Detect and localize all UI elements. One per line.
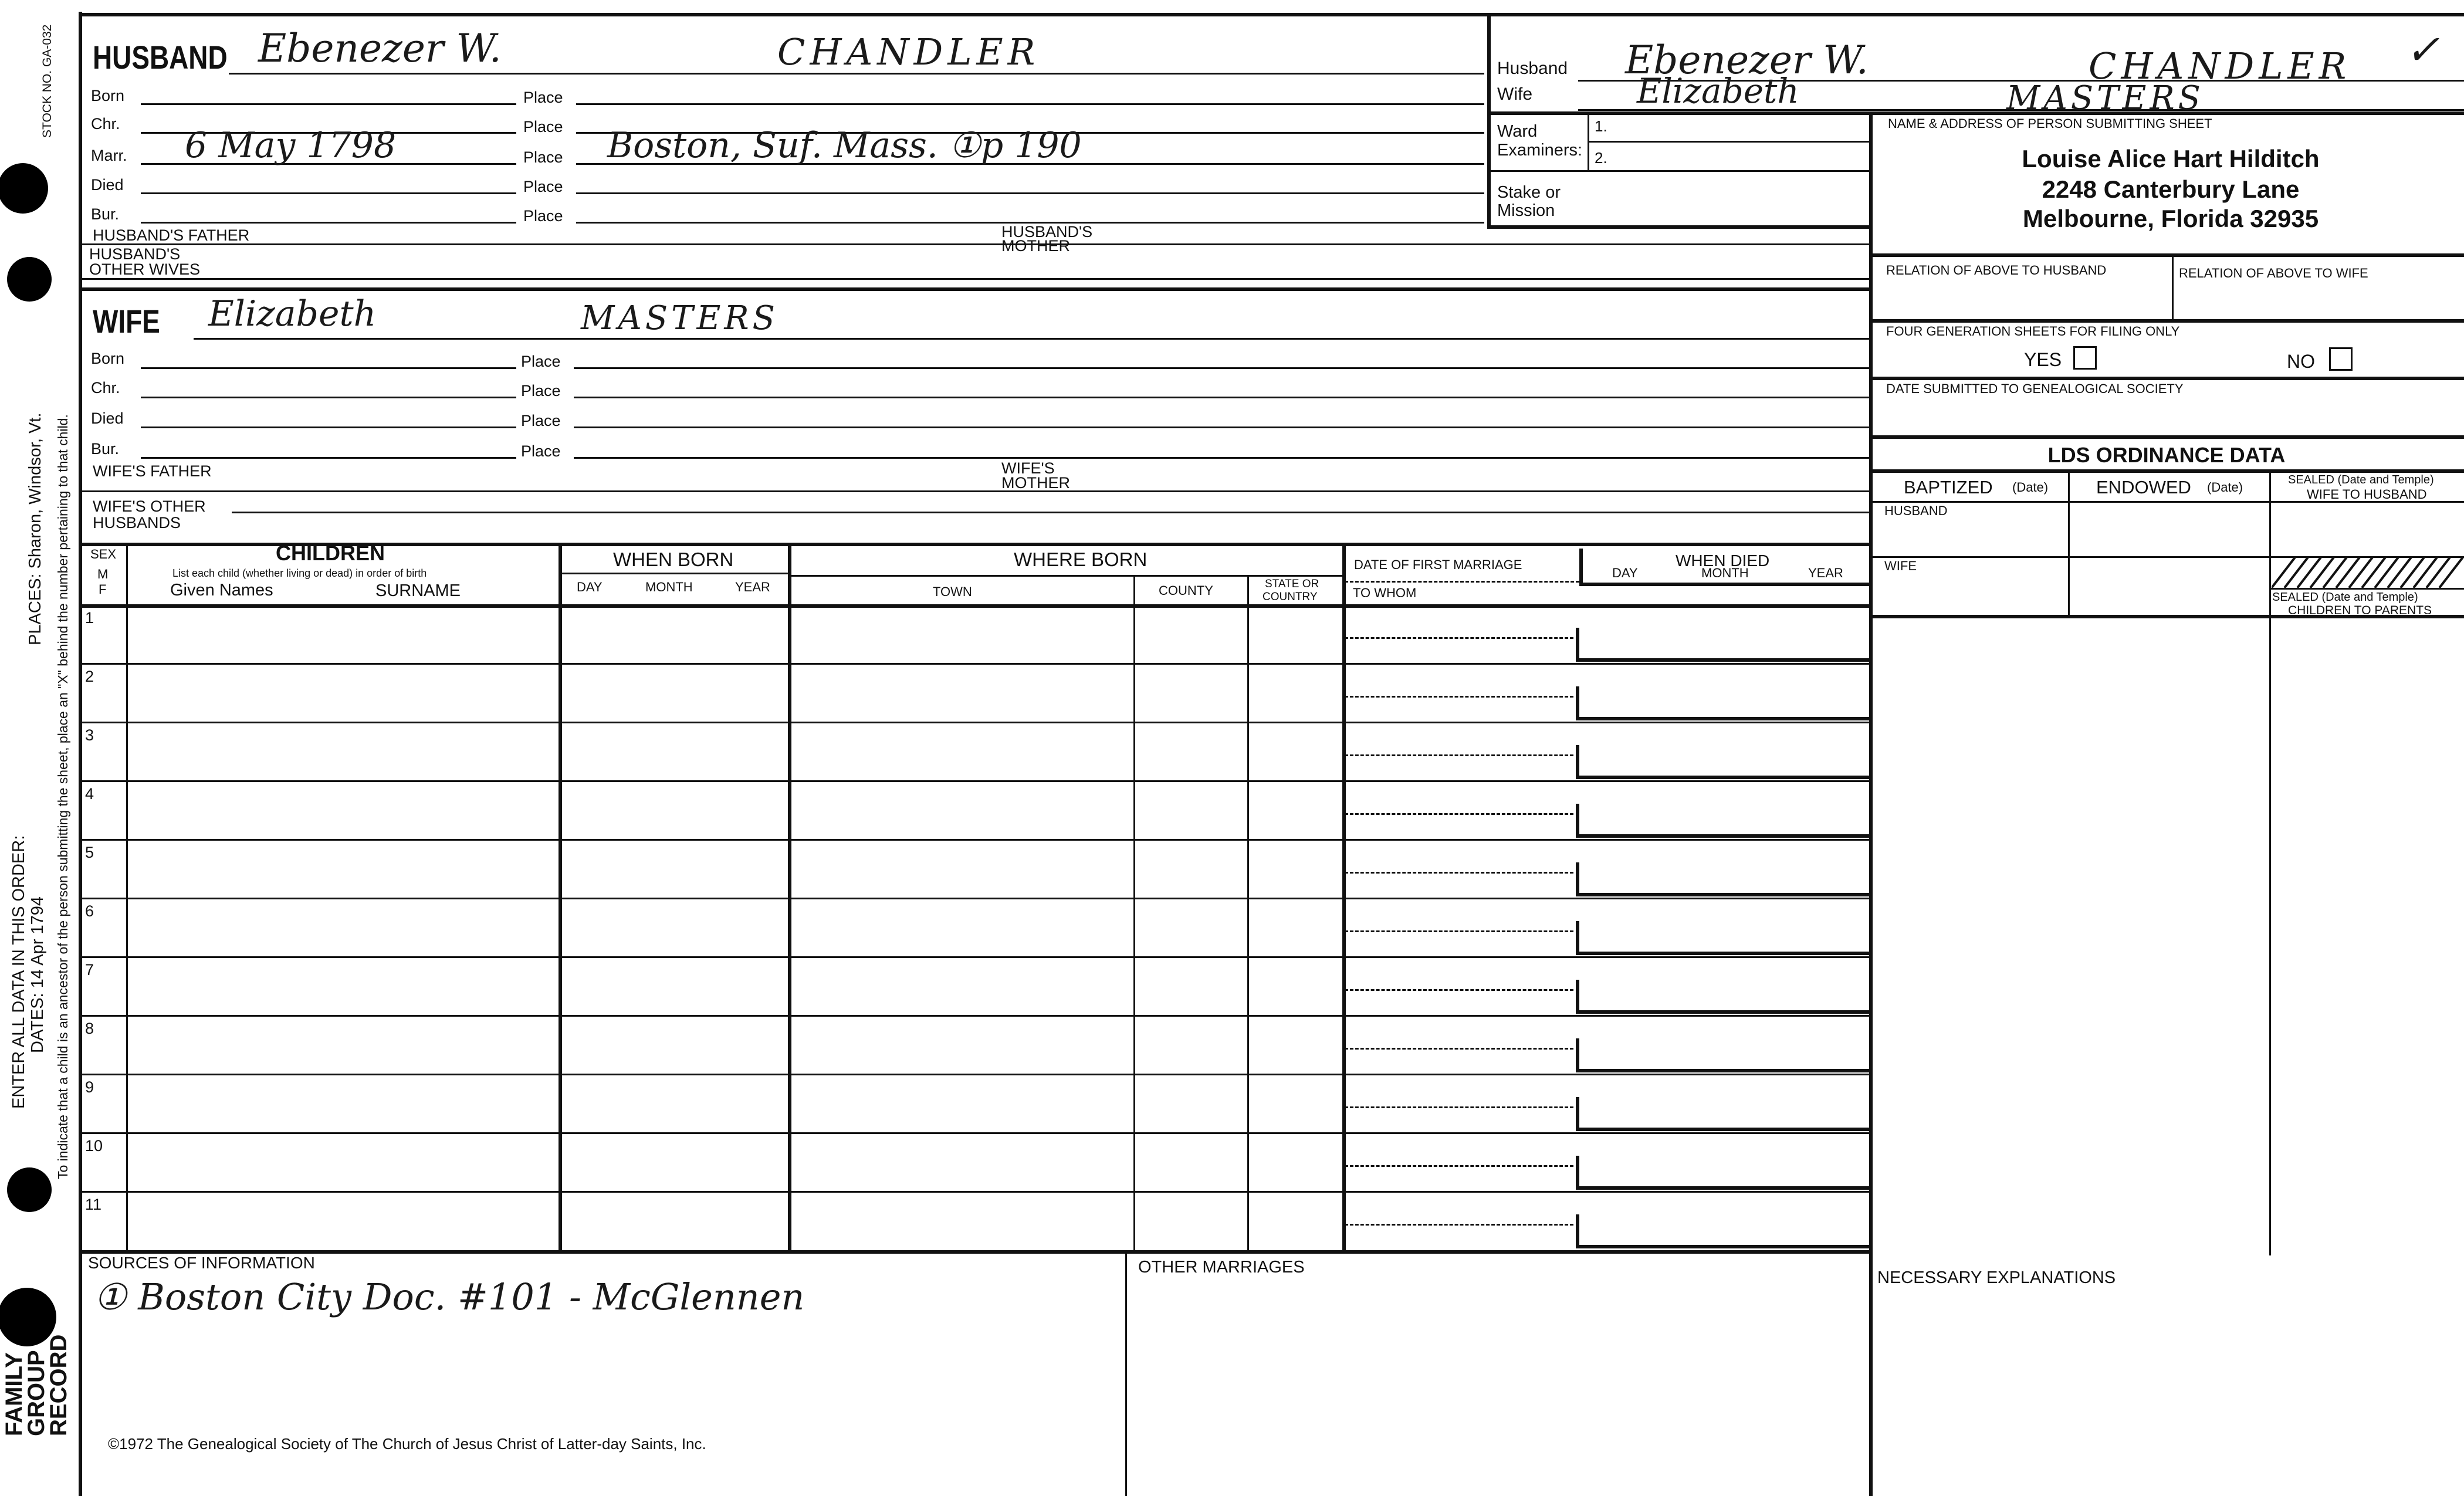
ward-line-1: 1. bbox=[1595, 117, 1607, 135]
sources-text[interactable]: ① Boston City Doc. #101 - McGlennen bbox=[94, 1275, 805, 1318]
summary-wife-label: Wife bbox=[1497, 84, 1532, 104]
husband-died-place-label: Place bbox=[523, 178, 563, 195]
wife-chr-place-line bbox=[574, 397, 1869, 398]
when-died-header: WHEN DIED bbox=[1676, 551, 1770, 570]
husband-born-date-line bbox=[141, 103, 516, 105]
died-header-bottom bbox=[1579, 583, 1869, 586]
punch-hole bbox=[7, 257, 52, 302]
wife-died-place-label: Place bbox=[521, 412, 561, 429]
lds-hatched-cell bbox=[2272, 557, 2464, 589]
husband-died-place-line bbox=[576, 192, 1484, 194]
lds-sealed-children-label-2: CHILDREN TO PARENTS bbox=[2288, 604, 2432, 617]
child-row-number: 8 bbox=[85, 1020, 94, 1037]
sources-divider bbox=[1125, 1250, 1127, 1496]
died-day-header: DAY bbox=[1612, 566, 1638, 580]
stock-number: STOCK NO. GA-032 bbox=[40, 24, 54, 138]
child-row-line bbox=[79, 780, 1869, 782]
wife-bur-label: Bur. bbox=[91, 440, 120, 458]
children-header-bottom bbox=[79, 604, 1869, 608]
husband-bur-place-label: Place bbox=[523, 207, 563, 225]
lds-col-divider-1 bbox=[2068, 469, 2070, 616]
husband-surname[interactable]: CHANDLER bbox=[777, 31, 1040, 73]
to-whom-header: TO WHOM bbox=[1353, 585, 1417, 600]
form-top-border bbox=[79, 13, 2464, 16]
husband-mother-label: HUSBAND'S bbox=[1001, 223, 1093, 241]
died-year-header: YEAR bbox=[1808, 566, 1843, 580]
child-row-number: 1 bbox=[85, 609, 94, 627]
wife-other-husbands-label: WIFE'S OTHER bbox=[93, 497, 206, 515]
children-names-divider bbox=[559, 543, 562, 1250]
ward-label: Ward bbox=[1497, 122, 1538, 141]
mission-label: Mission bbox=[1497, 201, 1555, 220]
husband-died-date-line bbox=[141, 192, 516, 194]
child-row-number: 3 bbox=[85, 726, 94, 744]
summary-box-bottom bbox=[1487, 225, 1869, 229]
children-heading: CHILDREN bbox=[276, 541, 385, 565]
side-title-family: FAMILY bbox=[1, 1352, 27, 1436]
wife-other-husbands-label-2: HUSBANDS bbox=[93, 514, 181, 532]
husband-heading: HUSBAND bbox=[93, 39, 228, 76]
sex-f-label: F bbox=[99, 582, 107, 597]
relation-divider bbox=[2172, 253, 2174, 319]
date-submitted-bottom bbox=[1869, 435, 2464, 439]
four-gen-no-checkbox[interactable] bbox=[2329, 347, 2353, 371]
child-row-line bbox=[79, 722, 1869, 723]
marriage-died-divider bbox=[1579, 549, 1583, 583]
child-marriage-dash bbox=[1345, 1165, 1573, 1167]
sex-label: SEX bbox=[90, 547, 117, 561]
side-dates: DATES: 14 Apr 1794 bbox=[28, 896, 47, 1053]
given-names-header: Given Names bbox=[170, 581, 273, 600]
wife-name-line bbox=[194, 338, 1869, 340]
child-row-number: 11 bbox=[85, 1196, 102, 1213]
side-instruction: To indicate that a child is an ancestor of the person submitting the sheet, place an "X" behind the number pertaining to that child. bbox=[55, 414, 70, 1179]
child-row-number: 5 bbox=[85, 844, 94, 861]
sex-m-label: M bbox=[97, 567, 109, 581]
lds-endowed-label: ENDOWED bbox=[2096, 477, 2191, 497]
lds-heading: LDS ORDINANCE DATA bbox=[2047, 443, 2286, 467]
wife-bur-date-line bbox=[141, 457, 516, 459]
child-died-box[interactable] bbox=[1576, 1038, 1873, 1072]
child-marriage-dash bbox=[1345, 872, 1573, 874]
husband-marr-label: Marr. bbox=[91, 147, 127, 164]
wife-mother-label: WIFE'S bbox=[1001, 459, 1055, 477]
husband-born-place-label: Place bbox=[523, 89, 563, 106]
child-died-box[interactable] bbox=[1576, 1156, 1873, 1190]
husband-other-wives-line bbox=[79, 278, 1869, 280]
summary-wife-surname[interactable]: MASTERS bbox=[2006, 79, 2204, 117]
wife-born-label: Born bbox=[91, 350, 125, 367]
child-row-number: 6 bbox=[85, 902, 94, 920]
state-header: STATE OR bbox=[1265, 578, 1319, 590]
husband-bur-date-line bbox=[141, 222, 516, 224]
wife-other-husbands-line bbox=[232, 512, 1869, 513]
child-marriage-dash bbox=[1345, 1048, 1573, 1050]
husband-marr-place[interactable]: Boston, Suf. Mass. ①p 190 bbox=[607, 125, 1082, 166]
four-gen-label: FOUR GENERATION SHEETS FOR FILING ONLY bbox=[1886, 324, 2180, 339]
where-born-divider bbox=[1342, 543, 1346, 1250]
wife-born-place-line bbox=[574, 367, 1869, 369]
four-gen-bottom bbox=[1869, 377, 2464, 380]
child-row-line bbox=[79, 956, 1869, 958]
stake-label: Stake or bbox=[1497, 183, 1561, 202]
lds-wife-bottom bbox=[1869, 615, 2464, 618]
born-month-header: MONTH bbox=[645, 580, 693, 594]
child-died-box[interactable] bbox=[1576, 745, 1873, 779]
punch-hole bbox=[0, 163, 48, 214]
submitter-city: Melbourne, Florida 32935 bbox=[2022, 205, 2319, 232]
state-header-2: COUNTRY bbox=[1263, 591, 1318, 603]
where-born-header-line bbox=[788, 575, 1342, 577]
child-marriage-dash bbox=[1345, 696, 1573, 698]
wife-chr-place-label: Place bbox=[521, 382, 561, 400]
bottom-section-top bbox=[79, 1250, 1869, 1254]
when-born-divider bbox=[788, 543, 791, 1250]
wife-father-label: WIFE'S FATHER bbox=[93, 462, 212, 480]
lds-sealed-label: SEALED (Date and Temple) bbox=[2288, 473, 2434, 486]
ward-bottom bbox=[1487, 170, 1869, 172]
wife-bur-place-label: Place bbox=[521, 442, 561, 460]
born-day-header: DAY bbox=[577, 580, 603, 594]
husband-parents-line bbox=[79, 243, 1869, 245]
summary-husband-surname[interactable]: CHANDLER bbox=[2089, 45, 2351, 87]
county-header: COUNTY bbox=[1159, 583, 1213, 598]
child-marriage-dash bbox=[1345, 754, 1573, 756]
lds-husband-label: HUSBAND bbox=[1884, 503, 1948, 518]
child-row-number: 7 bbox=[85, 961, 94, 979]
lds-baptized-label: BAPTIZED bbox=[1904, 477, 1993, 497]
form-left-border bbox=[79, 12, 82, 1496]
wife-parents-line bbox=[79, 490, 1869, 492]
child-row-line bbox=[79, 839, 1869, 841]
first-marriage-dash bbox=[1345, 581, 1579, 583]
county-divider bbox=[1247, 575, 1249, 1250]
summary-box-left-border bbox=[1487, 13, 1491, 225]
wife-mother-label-2: MOTHER bbox=[1001, 474, 1070, 492]
born-year-header: YEAR bbox=[735, 580, 770, 594]
town-divider bbox=[1133, 575, 1135, 1250]
child-died-box[interactable] bbox=[1576, 980, 1873, 1014]
lds-col-divider-2 bbox=[2269, 469, 2271, 1255]
when-born-header-line bbox=[559, 573, 788, 574]
punch-hole bbox=[7, 1167, 52, 1212]
child-row-number: 2 bbox=[85, 668, 94, 685]
child-row-line bbox=[79, 663, 1869, 665]
wife-chr-label: Chr. bbox=[91, 379, 120, 397]
wife-given-names[interactable]: Elizabeth bbox=[208, 293, 377, 334]
child-marriage-dash bbox=[1345, 813, 1573, 815]
four-gen-yes-checkbox[interactable] bbox=[2073, 346, 2097, 370]
child-died-box[interactable] bbox=[1576, 921, 1873, 955]
child-row-line bbox=[79, 1074, 1869, 1075]
summary-names-bottom bbox=[1487, 111, 2464, 115]
children-sex-divider bbox=[126, 543, 128, 1250]
sources-label: SOURCES OF INFORMATION bbox=[88, 1254, 315, 1272]
lds-wife-label: WIFE bbox=[1884, 559, 1917, 573]
relation-husband-label: RELATION OF ABOVE TO HUSBAND bbox=[1886, 263, 2107, 277]
side-places: PLACES: Sharon, Windsor, Vt. bbox=[26, 412, 45, 645]
husband-born-place-line bbox=[576, 103, 1484, 105]
child-row-line bbox=[79, 1015, 1869, 1017]
husband-marr-place-label: Place bbox=[523, 148, 563, 166]
died-month-header: MONTH bbox=[1701, 566, 1749, 580]
side-title-group: GROUP bbox=[23, 1350, 49, 1436]
ward-line-1-rule bbox=[1588, 141, 1869, 143]
lds-sealed-children-label: SEALED (Date and Temple) bbox=[2272, 591, 2418, 604]
wife-died-place-line bbox=[574, 427, 1869, 428]
child-died-box[interactable] bbox=[1576, 1097, 1873, 1131]
four-gen-yes-label: YES bbox=[2024, 349, 2062, 370]
ward-line-2: 2. bbox=[1595, 149, 1607, 167]
lds-hatch-bottom bbox=[2269, 588, 2464, 590]
child-marriage-dash bbox=[1345, 989, 1573, 991]
submitter-bottom bbox=[1869, 253, 2464, 257]
summary-check-mark: ✓ bbox=[2405, 26, 2440, 74]
husband-other-wives-label: HUSBAND'S bbox=[89, 245, 181, 263]
husband-chr-label: Chr. bbox=[91, 115, 120, 133]
lds-heading-bottom bbox=[1869, 469, 2464, 473]
first-marriage-header: DATE OF FIRST MARRIAGE bbox=[1354, 557, 1522, 572]
wife-surname[interactable]: MASTERS bbox=[581, 299, 779, 337]
copyright: ©1972 The Genealogical Society of The Church of Jesus Christ of Latter-day Saints, Inc. bbox=[108, 1435, 706, 1453]
husband-mother-label-2: MOTHER bbox=[1001, 237, 1070, 255]
child-row-line bbox=[79, 1191, 1869, 1193]
husband-born-label: Born bbox=[91, 87, 125, 104]
wife-died-label: Died bbox=[91, 409, 124, 427]
wife-bur-place-line bbox=[574, 457, 1869, 459]
town-header: TOWN bbox=[933, 584, 972, 599]
child-marriage-dash bbox=[1345, 637, 1573, 639]
summary-husband-given[interactable]: Ebenezer W. bbox=[1625, 38, 1869, 83]
date-submitted-label: DATE SUBMITTED TO GENEALOGICAL SOCIETY bbox=[1886, 381, 2184, 396]
husband-given-names[interactable]: Ebenezer W. bbox=[258, 26, 502, 71]
child-row-line bbox=[79, 1132, 1869, 1134]
husband-other-wives-label-2: OTHER WIVES bbox=[89, 260, 201, 278]
child-marriage-dash bbox=[1345, 930, 1573, 932]
where-born-header: WHERE BORN bbox=[1014, 549, 1148, 570]
husband-chr-place-label: Place bbox=[523, 118, 563, 136]
relation-wife-label: RELATION OF ABOVE TO WIFE bbox=[2179, 266, 2368, 280]
child-marriage-dash bbox=[1345, 1106, 1573, 1108]
husband-section-bottom bbox=[79, 287, 1869, 291]
lds-baptized-date-tag: (Date) bbox=[2012, 480, 2049, 495]
lds-sealed-label-2: WIFE TO HUSBAND bbox=[2307, 487, 2427, 502]
husband-father-label: HUSBAND'S FATHER bbox=[93, 226, 250, 244]
wife-born-place-label: Place bbox=[521, 353, 561, 370]
examiners-label: Examiners: bbox=[1497, 141, 1583, 160]
submitter-heading: NAME & ADDRESS OF PERSON SUBMITTING SHEET bbox=[1888, 116, 2212, 131]
husband-died-label: Died bbox=[91, 176, 124, 194]
child-died-box[interactable] bbox=[1576, 686, 1873, 720]
submitter-street: 2248 Canterbury Lane bbox=[2042, 175, 2300, 203]
necessary-explanations-label: NECESSARY EXPLANATIONS bbox=[1877, 1268, 2116, 1287]
child-row-line bbox=[79, 898, 1869, 899]
child-died-box[interactable] bbox=[1576, 1214, 1873, 1248]
husband-marr-date[interactable]: 6 May 1798 bbox=[185, 125, 397, 166]
child-row-number: 4 bbox=[85, 785, 94, 803]
wife-died-date-line bbox=[141, 427, 516, 428]
other-marriages-label: OTHER MARRIAGES bbox=[1138, 1258, 1305, 1277]
children-note: List each child (whether living or dead) in order of birth bbox=[172, 567, 427, 579]
lds-endowed-date-tag: (Date) bbox=[2207, 480, 2243, 495]
side-order: ENTER ALL DATA IN THIS ORDER: bbox=[9, 835, 28, 1109]
lds-subheader-bottom bbox=[1869, 501, 2464, 503]
child-row-number: 9 bbox=[85, 1078, 94, 1096]
husband-bur-label: Bur. bbox=[91, 205, 120, 223]
child-died-box[interactable] bbox=[1576, 804, 1873, 838]
child-row-number: 10 bbox=[85, 1137, 103, 1155]
wife-heading: WIFE bbox=[93, 303, 160, 340]
summary-wife-given[interactable]: Elizabeth bbox=[1637, 71, 1799, 111]
child-marriage-dash bbox=[1345, 1224, 1573, 1226]
when-born-header: WHEN BORN bbox=[613, 549, 734, 570]
four-gen-no-label: NO bbox=[2287, 351, 2315, 372]
child-died-box[interactable] bbox=[1576, 628, 1873, 662]
wife-born-date-line bbox=[141, 367, 516, 369]
side-title-record: RECORD bbox=[46, 1334, 72, 1436]
wife-chr-date-line bbox=[141, 397, 516, 398]
submitter-name: Louise Alice Hart Hilditch bbox=[2022, 145, 2320, 172]
relation-bottom bbox=[1869, 319, 2464, 323]
summary-husband-label: Husband bbox=[1497, 59, 1568, 78]
surname-header: SURNAME bbox=[375, 581, 461, 600]
child-died-box[interactable] bbox=[1576, 862, 1873, 896]
